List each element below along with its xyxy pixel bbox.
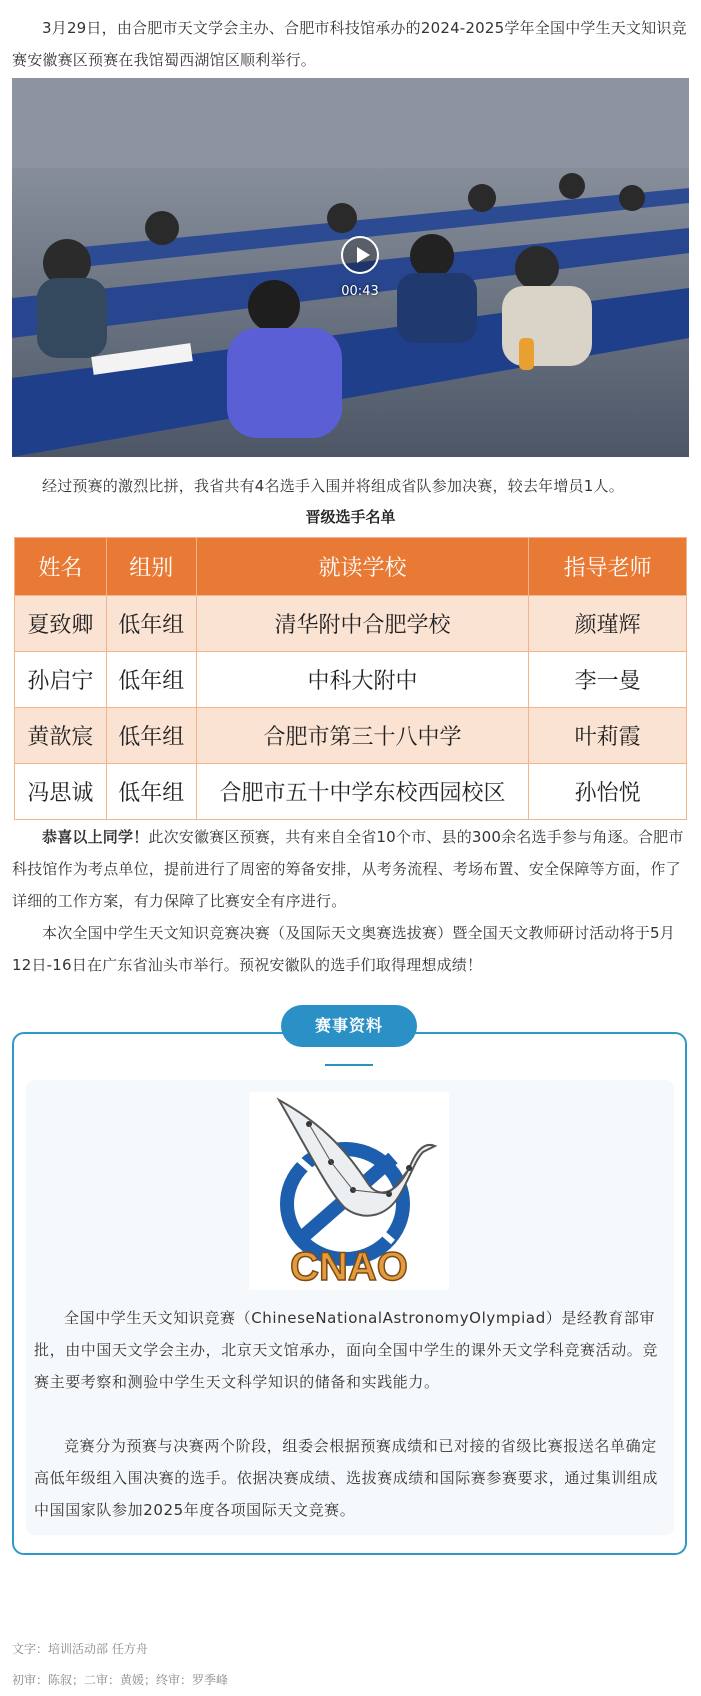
text-credit: 文字：培训活动部 任方舟 xyxy=(12,1642,148,1656)
student-school: 合肥市五十中学东校西园校区 xyxy=(196,764,528,820)
table-row xyxy=(15,652,687,708)
student-name: 夏致卿 xyxy=(15,596,107,652)
congrats-body: 此次安徽赛区预赛，共有来自全省10个市、县的300余名选手参与角逐。合肥市科技馆作为考点单位，提前进行了周密的筹备安排，从考务流程、考场布置、安全保障等方面，作了详细的工作方案，有力保障了比赛安全有序进行。 xyxy=(12,828,684,910)
video-duration: 00:43 xyxy=(341,284,379,299)
table-title: 晋级选手名单 xyxy=(305,508,396,526)
student-teacher: 李一曼 xyxy=(529,652,687,708)
table-row xyxy=(15,596,687,652)
cnao-stages-paragraph: 竞赛分为预赛与决赛两个阶段，组委会根据预赛成绩和已对接的省级比赛报送名单确定高低年级组入围决赛的选手。依据决赛成绩、选拔赛成绩和国际赛参赛要求，通过集训组成中国国家队参加2025年度各项国际天文竞赛。 xyxy=(34,1437,659,1519)
final-paragraph: 本次全国中学生天文知识竞赛决赛（及国际天文奥赛选拔赛）暨全国天文教师研讨活动将于5月12日-16日在广东省汕头市举行。预祝安徽队的选手们取得理想成绩！ xyxy=(12,924,675,974)
congrats-highlight: 恭喜以上同学！ xyxy=(42,828,149,846)
student-name: 冯思诚 xyxy=(15,764,107,820)
student-teacher: 孙怡悦 xyxy=(529,764,687,820)
student-teacher: 颜瑾辉 xyxy=(529,596,687,652)
qualifier-summary: 经过预赛的激烈比拼，我省共有4名选手入围并将组成省队参加决赛，较去年增员1人。 xyxy=(42,477,624,495)
student-school: 合肥市第三十八中学 xyxy=(196,708,528,764)
congrats-paragraph xyxy=(12,821,689,917)
table-row xyxy=(15,708,687,764)
header-name: 姓名 xyxy=(15,538,107,596)
play-button[interactable] xyxy=(341,236,379,274)
intro-paragraph: 3月29日，由合肥市天文学会主办、合肥市科技馆承办的2024-2025学年全国中学生天文知识竞赛安徽赛区预赛在我馆蜀西湖馆区顺利举行。 xyxy=(12,19,687,69)
table-header-row xyxy=(15,538,687,596)
header-teacher: 指导老师 xyxy=(529,538,687,596)
student-teacher: 叶莉霞 xyxy=(529,708,687,764)
review-credit: 初审：陈叙；二审：黄媛；终审：罗季峰 xyxy=(12,1673,229,1687)
header-group: 组别 xyxy=(106,538,196,596)
cnao-intro-paragraph: 全国中学生天文知识竞赛（ChineseNationalAstronomyOlympiad）是经教育部审批，由中国天文学会主办，北京天文馆承办，面向全国中学生的课外天文学科竞赛活动。竞赛主要考察和测验中学生天文科学知识的储备和实践能力。 xyxy=(34,1309,659,1391)
event-video[interactable] xyxy=(12,78,689,457)
qualifier-table xyxy=(14,537,687,820)
student-name: 孙启宁 xyxy=(15,652,107,708)
cnao-logo xyxy=(249,1092,449,1290)
student-school: 中科大附中 xyxy=(196,652,528,708)
student-group: 低年组 xyxy=(106,708,196,764)
header-school: 就读学校 xyxy=(196,538,528,596)
table-row xyxy=(15,764,687,820)
student-name: 黄歆宸 xyxy=(15,708,107,764)
section-divider xyxy=(325,1064,373,1066)
student-school: 清华附中合肥学校 xyxy=(196,596,528,652)
cnao-logo-text: CNAO xyxy=(290,1245,408,1289)
student-group: 低年组 xyxy=(106,596,196,652)
student-group: 低年组 xyxy=(106,652,196,708)
section-title-pill: 赛事资料 xyxy=(281,1005,417,1047)
student-group: 低年组 xyxy=(106,764,196,820)
